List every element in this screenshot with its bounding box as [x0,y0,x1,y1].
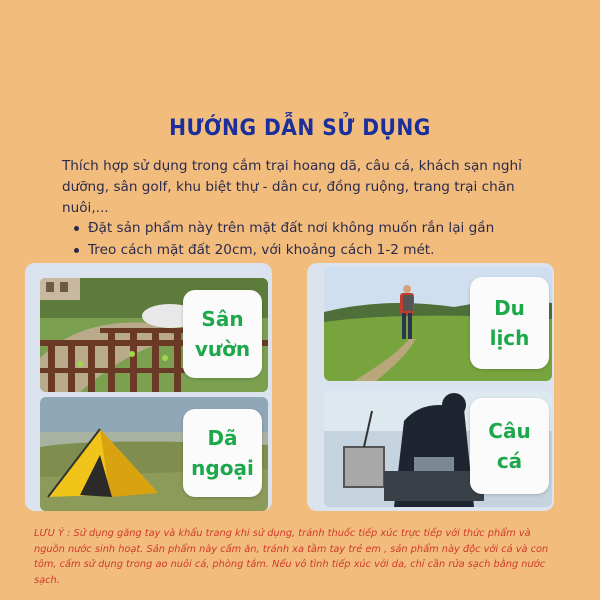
travel-label-line2: lịch [489,326,530,350]
garden-label-card [183,290,262,378]
picnic-label-card [183,409,262,497]
intro-text: Thích hợp sử dụng trong cắm trại hoang dã, câu cá, khách sạn nghỉ dưỡng, sân golf, khu biệt thự - dân cư, đồng ruộng, trang trại chăn nuôi,... [62,158,522,216]
fishing-label-line1: Câu [488,419,531,443]
warning-note: LƯU Ý : Sử dụng găng tay và khẩu trang khi sử dụng, tránh thuốc tiếp xúc trực tiếp với thức phẩm và nguồn nước sinh hoạt. Sản phẩm này cấm ăn, tránh xa tầm tay trẻ em , sản phẩm này độc với cá và con tôm, cấm sử dụng trong ao nuôi cá, phòng tắm. Nếu vô tình tiếp xúc với da, chỉ cần rửa sạch bằng nước sạch. [34,528,549,586]
fishing-label-card [470,398,549,494]
travel-label-line1: Du [494,296,525,320]
travel-label-card [470,277,549,369]
page-title: HƯỚNG DẪN SỬ DỤNG [169,116,431,141]
list-item: Đặt sản phẩm này trên mặt đất nơi không muốn rắn lại gần [72,217,572,239]
garden-label-line1: Sân [201,307,244,331]
picnic-label-line1: Dã [207,426,238,450]
usage-list [72,217,572,261]
list-item: Treo cách mặt đất 20cm, với khoảng cách 1-2 mét. [72,239,572,261]
right-panel [307,263,554,511]
fishing-label-line2: cá [496,449,523,473]
left-panel [25,263,272,511]
picnic-label-line2: ngoại [191,456,254,480]
garden-label-line2: vườn [194,337,251,361]
